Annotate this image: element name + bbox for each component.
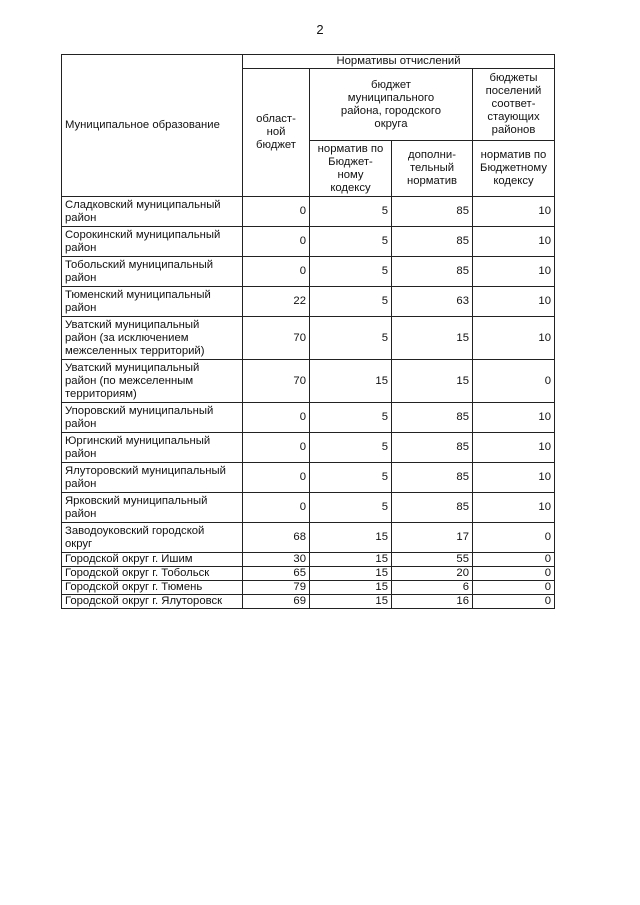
additional-norm-cell: 16 — [392, 595, 473, 609]
table-row — [62, 567, 555, 581]
municipality-name-cell: Городской округ г. Тобольск — [62, 567, 243, 581]
regional-budget-cell: 69 — [243, 595, 310, 609]
table-body — [62, 197, 555, 609]
table-row — [62, 403, 555, 433]
regional-budget-cell: 0 — [243, 433, 310, 463]
regional-budget-cell: 65 — [243, 567, 310, 581]
additional-norm-cell: 85 — [392, 197, 473, 227]
municipality-name-cell: Юргинский муниципальный район — [62, 433, 243, 463]
settlement-code-norm-cell: 0 — [473, 595, 555, 609]
table-row — [62, 493, 555, 523]
municipality-name-cell: Уватский муниципальный район (по межселенным территориям) — [62, 360, 243, 403]
table-row — [62, 523, 555, 553]
additional-norm-cell: 85 — [392, 403, 473, 433]
settlement-code-norm-cell: 0 — [473, 553, 555, 567]
settlement-code-norm-cell: 10 — [473, 197, 555, 227]
settlement-code-norm-cell: 10 — [473, 257, 555, 287]
table-row — [62, 257, 555, 287]
additional-norm-cell: 85 — [392, 493, 473, 523]
municipality-name-cell: Ярковский муниципальный район — [62, 493, 243, 523]
municipality-name-cell: Уватский муниципальный район (за исключением межселенных территорий) — [62, 317, 243, 360]
table-row — [62, 581, 555, 595]
settlement-code-norm-cell: 0 — [473, 360, 555, 403]
municipality-name-cell: Ялуторовский муниципальный район — [62, 463, 243, 493]
municipality-name-cell: Городской округ г. Ялуторовск — [62, 595, 243, 609]
norms-group-header: Нормативы отчислений — [243, 55, 555, 69]
additional-norm-cell: 85 — [392, 227, 473, 257]
settlement-code-norm-cell: 10 — [473, 463, 555, 493]
regional-budget-cell: 0 — [243, 493, 310, 523]
district-code-norm-cell: 15 — [310, 595, 392, 609]
district-code-norm-cell: 5 — [310, 493, 392, 523]
municipality-name-cell: Городской округ г. Ишим — [62, 553, 243, 567]
municipality-name-cell: Заводоуковский городской округ — [62, 523, 243, 553]
additional-norm-cell: 63 — [392, 287, 473, 317]
district-code-norm-cell: 15 — [310, 523, 392, 553]
district-budget-header: бюджет муниципального района, городского округа — [310, 69, 473, 141]
settlement-budgets-header: бюджеты поселений соответ- стаующих районов — [473, 69, 555, 141]
regional-budget-cell: 0 — [243, 403, 310, 433]
settlement-code-norm-cell: 10 — [473, 317, 555, 360]
district-code-norm-cell: 5 — [310, 197, 392, 227]
settlement-code-norm-cell: 10 — [473, 287, 555, 317]
table-row — [62, 287, 555, 317]
regional-budget-cell: 70 — [243, 360, 310, 403]
table-row — [62, 197, 555, 227]
district-code-norm-cell: 5 — [310, 463, 392, 493]
district-code-norm-cell: 5 — [310, 433, 392, 463]
municipality-name-cell: Тобольский муниципальный район — [62, 257, 243, 287]
additional-norm-cell: 85 — [392, 257, 473, 287]
regional-budget-cell: 0 — [243, 227, 310, 257]
district-code-norm-cell: 15 — [310, 567, 392, 581]
district-code-norm-cell: 5 — [310, 403, 392, 433]
district-code-norm-cell: 5 — [310, 227, 392, 257]
municipality-name-cell: Сорокинский муниципальный район — [62, 227, 243, 257]
additional-norm-cell: 6 — [392, 581, 473, 595]
additional-norm-header: дополни- тельный норматив — [392, 141, 473, 197]
table-header — [62, 55, 555, 197]
deduction-norms-table — [61, 54, 555, 609]
settlement-code-norm-cell: 0 — [473, 523, 555, 553]
district-code-norm-cell: 15 — [310, 581, 392, 595]
district-code-norm-cell: 15 — [310, 360, 392, 403]
table-row — [62, 433, 555, 463]
settlement-code-norm-cell: 0 — [473, 567, 555, 581]
municipality-name-cell: Сладковский муниципальный район — [62, 197, 243, 227]
page-number: 2 — [316, 22, 324, 37]
regional-budget-header: област- ной бюджет — [243, 69, 310, 197]
regional-budget-cell: 79 — [243, 581, 310, 595]
settlement-code-norm-cell: 10 — [473, 227, 555, 257]
regional-budget-cell: 68 — [243, 523, 310, 553]
regional-budget-cell: 0 — [243, 197, 310, 227]
regional-budget-cell: 0 — [243, 463, 310, 493]
additional-norm-cell: 15 — [392, 317, 473, 360]
district-code-norm-cell: 5 — [310, 317, 392, 360]
additional-norm-cell: 15 — [392, 360, 473, 403]
additional-norm-cell: 20 — [392, 567, 473, 581]
table-row — [62, 463, 555, 493]
additional-norm-cell: 85 — [392, 463, 473, 493]
settlement-code-norm-cell: 0 — [473, 581, 555, 595]
municipality-name-cell: Тюменский муниципальный район — [62, 287, 243, 317]
regional-budget-cell: 70 — [243, 317, 310, 360]
district-code-norm-cell: 5 — [310, 257, 392, 287]
regional-budget-cell: 0 — [243, 257, 310, 287]
table-row — [62, 553, 555, 567]
additional-norm-cell: 55 — [392, 553, 473, 567]
norm-budget-code-settlement-header: норматив по Бюджетному кодексу — [473, 141, 555, 197]
table-row — [62, 317, 555, 360]
table-row — [62, 595, 555, 609]
norm-budget-code-district-header: норматив по Бюджет- ному кодексу — [310, 141, 392, 197]
table-row — [62, 227, 555, 257]
municipality-column-header: Муниципальное образование — [62, 55, 243, 197]
municipality-name-cell: Городской округ г. Тюмень — [62, 581, 243, 595]
settlement-code-norm-cell: 10 — [473, 403, 555, 433]
district-code-norm-cell: 15 — [310, 553, 392, 567]
table-row — [62, 360, 555, 403]
municipality-name-cell: Упоровский муниципальный район — [62, 403, 243, 433]
additional-norm-cell: 17 — [392, 523, 473, 553]
district-code-norm-cell: 5 — [310, 287, 392, 317]
additional-norm-cell: 85 — [392, 433, 473, 463]
regional-budget-cell: 22 — [243, 287, 310, 317]
settlement-code-norm-cell: 10 — [473, 433, 555, 463]
regional-budget-cell: 30 — [243, 553, 310, 567]
settlement-code-norm-cell: 10 — [473, 493, 555, 523]
